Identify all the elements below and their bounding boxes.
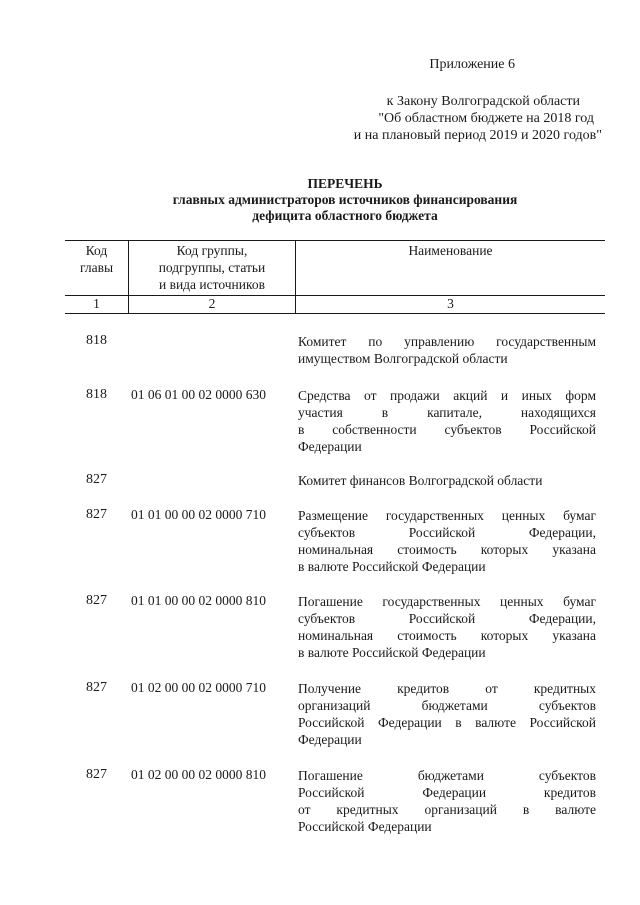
row-name-line: номинальная стоимость которых указана (298, 628, 596, 643)
row-name-line: Средства от продажи акций и иных форм (298, 388, 596, 403)
column-header-name (296, 242, 605, 259)
source-code: 01 02 00 00 02 0000 710 (131, 680, 266, 695)
row-name-line: имуществом Волгоградской области (298, 351, 508, 366)
row-name-line: Федерации (298, 439, 362, 454)
column-number: 2 (208, 296, 216, 311)
row-name-line: от кредитных организаций в валюте (298, 802, 596, 817)
row-name-line: Размещение государственных ценных бумаг (298, 508, 596, 523)
row-name-line: участия в капитале, находящихся (298, 405, 596, 420)
row-name-line: Комитет финансов Волгоградской области (298, 473, 543, 488)
law-reference-line: к Закону Волгоградской области (386, 94, 580, 109)
title-line: ПЕРЕЧЕНЬ (307, 176, 383, 191)
column-header-line: Код группы, (176, 243, 248, 258)
chapter-code: 827 (86, 593, 107, 608)
row-name-line: в валюте Российской Федерации (298, 559, 486, 574)
law-reference-line: "Об областном бюджете на 2018 год (378, 111, 594, 126)
title-line: главных администраторов источников финансирования (172, 192, 518, 207)
row-name-line: Комитет по управлению государственным (298, 334, 596, 349)
row-name (298, 333, 596, 367)
row-name-line: Российской Федерации (298, 819, 432, 834)
table-rule-top (65, 240, 605, 241)
chapter-code: 827 (86, 767, 107, 782)
table-header (65, 240, 605, 314)
row-name-line: Погашение бюджетами субъектов (298, 768, 596, 783)
row-name-line: в валюте Российской Федерации (298, 645, 486, 660)
row-name (298, 472, 596, 489)
row-name (298, 387, 596, 455)
document-title (0, 176, 640, 224)
column-header-line: главы (79, 260, 114, 275)
column-header-line: и вида источников (158, 277, 265, 292)
chapter-code: 827 (86, 472, 107, 487)
appendix-label: Приложение 6 (429, 57, 515, 72)
column-header-code (65, 242, 128, 276)
column-number: 1 (93, 296, 100, 311)
row-name-line: Получение кредитов от кредитных (298, 681, 596, 696)
row-name (298, 680, 596, 748)
source-code: 01 01 00 00 02 0000 710 (131, 507, 266, 522)
law-reference (0, 93, 602, 144)
row-name-line: Российской Федерации кредитов (298, 785, 596, 800)
title-line: дефицита областного бюджета (252, 208, 438, 223)
source-code: 01 02 00 00 02 0000 810 (131, 767, 266, 782)
row-name-line: Федерации (298, 732, 362, 747)
law-reference-line: и на плановый период 2019 и 2020 годов" (353, 128, 602, 143)
row-name-line: субъектов Российской Федерации, (298, 525, 596, 540)
column-header-line: Код (85, 243, 108, 258)
chapter-code: 818 (86, 333, 107, 348)
row-name (298, 767, 596, 835)
column-header-line: Наименование (408, 243, 493, 258)
row-name-line: субъектов Российской Федерации, (298, 611, 596, 626)
chapter-code: 827 (86, 507, 107, 522)
source-code: 01 06 01 00 02 0000 630 (131, 387, 266, 402)
column-number: 3 (447, 296, 454, 311)
column-header-source-code (129, 242, 295, 293)
row-name-line: организаций бюджетами субъектов (298, 698, 596, 713)
chapter-code: 827 (86, 680, 107, 695)
row-name (298, 593, 596, 661)
column-header-line: подгруппы, статьи (158, 260, 266, 275)
source-code: 01 01 00 00 02 0000 810 (131, 593, 266, 608)
row-name-line: номинальная стоимость которых указана (298, 542, 596, 557)
row-name (298, 507, 596, 575)
row-name-line: Погашение государственных ценных бумаг (298, 594, 596, 609)
chapter-code: 818 (86, 387, 107, 402)
table-rule-bottom (65, 313, 605, 314)
row-name-line: в собственности субъектов Российской (298, 422, 596, 437)
row-name-line: Российской Федерации в валюте Российской (298, 715, 596, 730)
